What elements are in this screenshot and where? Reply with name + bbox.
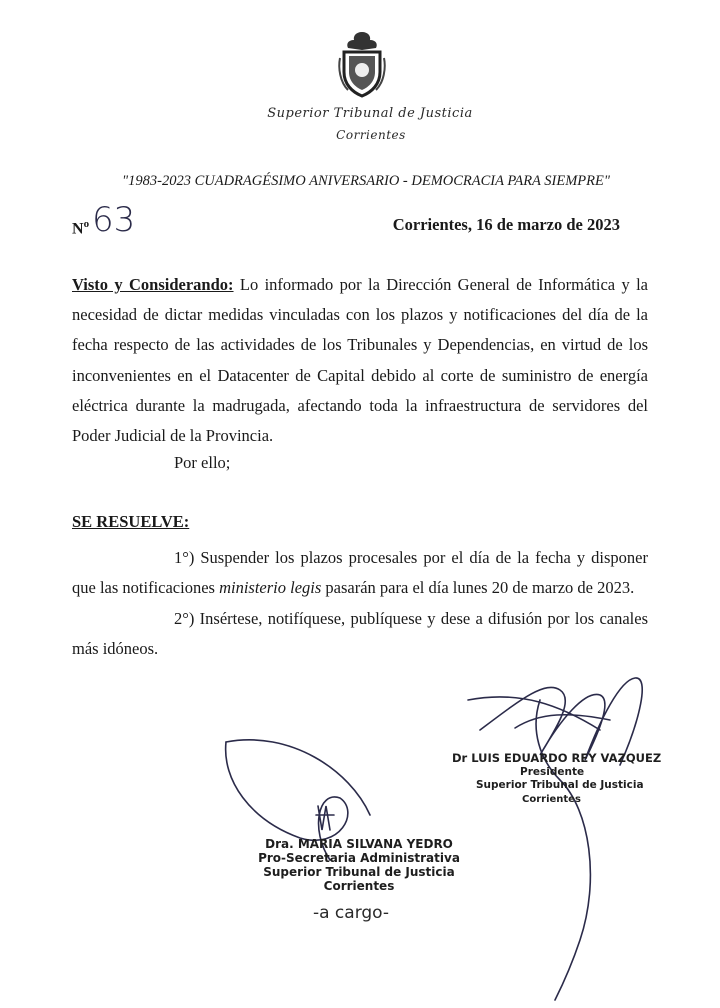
se-resuelve-heading: SE RESUELVE:: [72, 512, 190, 531]
resolution-date: Corrientes, 16 de marzo de 2023: [392, 215, 620, 234]
resolution-number-label: $N^o$: [72, 218, 90, 238]
institution-name: Superior Tribunal de Justicia: [267, 106, 473, 121]
president-role: Presidente: [520, 765, 585, 778]
secretary-name: Dra. MARIA SILVANA YEDRO: [265, 837, 453, 851]
coat-of-arms-seal: [336, 28, 388, 100]
por-ello: Por ello;: [174, 453, 231, 472]
president-name: Dr LUIS EDUARDO REY VAZQUEZ: [452, 751, 662, 765]
institution-city: Corrientes: [336, 128, 406, 142]
resolution-item-1: 1°) Suspender los plazos procesales por el día de la fecha y disponer que las notificaciones ministerio legis pasarán para el día lunes 20 de marzo de 2023.: [72, 548, 648, 598]
resolution-number: 63: [92, 200, 136, 240]
secretary-stamp: [254, 837, 464, 893]
secretary-handwritten-note: -a cargo-: [312, 903, 390, 923]
visto-label: Visto y Considerando:: [72, 275, 234, 294]
secretary-org: Superior Tribunal de Justicia: [263, 865, 455, 879]
secretary-role: Pro-Secretaria Administrativa: [258, 851, 460, 865]
motto: "1983-2023 CUADRAGÉSIMO ANIVERSARIO - DEMOCRACIA PARA SIEMPRE": [122, 173, 610, 189]
visto-paragraph: Visto y Considerando: Lo informado por la Dirección General de Informática y la necesidad de dictar medidas vinculadas con los plazos y notificaciones del día de la fecha respecto de las actividades de los Tribunales y Dependencias, en virtud de los inconvenientes en el Datacenter de Capital debido al corte de suministro de energía eléctrica durante la madrugada, afectando toda la infraestructura de servidores del Poder Judicial de la Provincia.: [72, 275, 648, 446]
president-stamp: [452, 752, 661, 806]
president-city: Corrientes: [522, 793, 581, 805]
president-org: Superior Tribunal de Justicia: [476, 779, 644, 791]
resolution-item-2: 2°) Insértese, notifíquese, publíquese y dese a difusión por los canales más idóneos.: [72, 609, 648, 659]
secretary-city: Corrientes: [323, 879, 395, 893]
